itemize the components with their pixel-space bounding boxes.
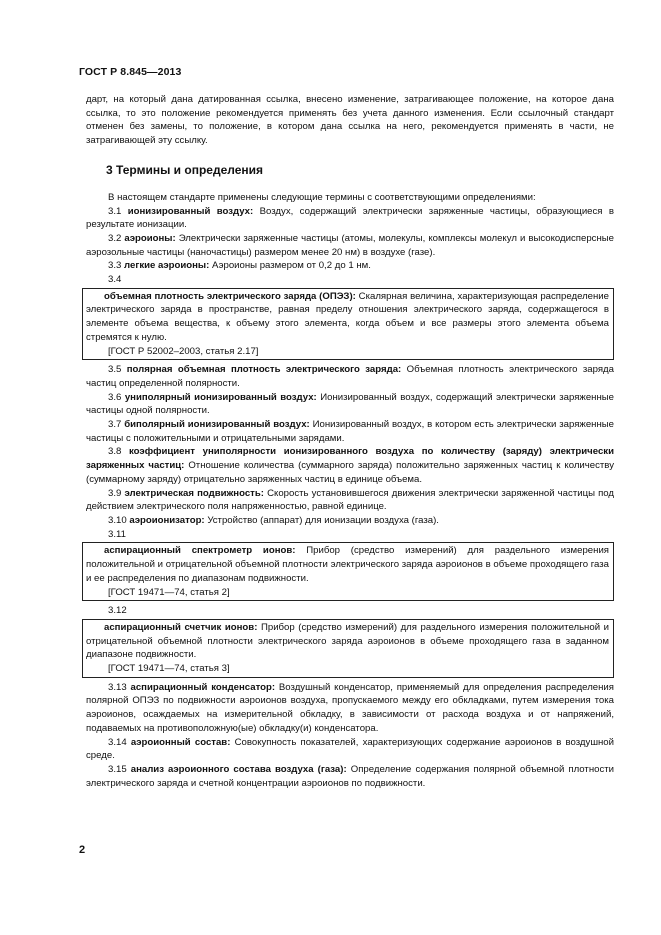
quoted-term-box-3-11 xyxy=(82,542,614,601)
term-name: аэроионизатор: xyxy=(129,514,205,526)
term-definition: Скорость установившегося движения электрически заряженной частицы под действием электрического поля напряженностью, равной единице. xyxy=(86,487,615,513)
term-name: аспирационный конденсатор: xyxy=(130,681,276,693)
section-title: 3 Термины и определения xyxy=(106,162,264,177)
term-number: 3.14 xyxy=(108,736,127,748)
term-definition: Аэроионы размером от 0,2 до 1 нм. xyxy=(211,260,371,272)
term-3-2 xyxy=(86,232,614,259)
term-3-14 xyxy=(86,736,614,763)
page-number: 2 xyxy=(79,844,86,856)
quoted-term-box-3-4 xyxy=(82,288,614,361)
term-definition: Воздух, содержащий электрически заряженные частицы, образующиеся в результате ионизации. xyxy=(86,205,614,231)
term-definition: Скалярная величина, характеризующая распределение электрического заряда в пространстве, равная пределу отношения электрического заряда, содержащегося в элементе объема вещества, к объему этого элемента, когда объем и все размеры этого элемента объема стремятся к нулю. xyxy=(86,290,610,343)
term-definition: Ионизированный воздух, в котором есть электрически заряженные частицы с положительными и отрицательными зарядами. xyxy=(86,419,614,444)
term-number: 3.3 xyxy=(108,260,122,272)
term-number: 3.9 xyxy=(108,487,122,499)
term-name: аэроионный состав: xyxy=(130,736,231,748)
doc-header: ГОСТ Р 8.845—2013 xyxy=(79,66,182,78)
term-number-3-4: 3.4 xyxy=(108,274,122,286)
term-number: 3.13 xyxy=(108,681,127,693)
term-3-13 xyxy=(86,681,614,736)
term-name: коэффициент униполярности ионизированного воздуха по количеству (заряду) электрически заряженных частиц: xyxy=(86,446,614,472)
term-source: [ГОСТ Р 52002–2003, статья 2.17] xyxy=(108,345,259,357)
term-name: анализ аэроионного состава воздуха (газа): xyxy=(130,763,347,775)
term-name: полярная объемная плотность электрического заряда: xyxy=(126,364,402,376)
term-definition: Совокупность показателей, характеризующих содержание аэроионов в воздушной среде. xyxy=(86,736,615,762)
term-definition: Устройство (аппарат) для ионизации воздуха (газа). xyxy=(207,514,439,526)
term-definition: Электрически заряженные частицы (атомы, молекулы, комплексы молекул и высокодисперсные аэрозольные частицы (наночастицы) размером менее 20 нм) в воздухе (газе). xyxy=(86,232,614,258)
term-number: 3.5 xyxy=(108,364,122,376)
term-definition: Прибор (средство измерений) для раздельного измерения положительной и отрицательной объемной плотности электрического заряда аэроионов в объеме проходящего газа и ее распределения по диапазонам подвижности. xyxy=(86,545,609,584)
term-3-6 xyxy=(86,391,614,418)
term-3-8 xyxy=(86,445,614,486)
term-number-3-11: 3.11 xyxy=(108,528,126,540)
term-name: электрическая подвижность: xyxy=(124,487,264,499)
page-content xyxy=(86,93,614,790)
term-definition: Воздушный конденсатор, применяемый для определения распределения полярной ОПЭЗ по подвижности аэроионов воздуха, пропускаемого между его обкладками, путем измерения тока аэроионов, осаждаемых на измерительной обкладку, в зависимости от расхода воздуха и от напряжений, подаваемых на противоположную(ые) обкладку(и) конденсатора. xyxy=(86,681,614,734)
term-number: 3.6 xyxy=(108,391,122,403)
term-number: 3.7 xyxy=(108,419,122,431)
quoted-term-box-3-12 xyxy=(82,619,614,678)
term-name: биполярный ионизированный воздух: xyxy=(124,419,310,431)
term-definition: Ионизированный воздух, содержащий электрически заряженные частицы одной полярности. xyxy=(86,391,615,417)
term-3-1 xyxy=(86,205,614,232)
term-definition: Определение содержания полярной объемной плотности электрического заряда и счетной концентрации аэроионов по подвижности. xyxy=(86,763,615,789)
term-number: 3.2 xyxy=(108,232,122,244)
term-definition: Прибор (средство измерений) для раздельного измерения положительной и отрицательной объемной плотности электрического заряда аэроионов в объеме проходящего газа в заданном диапазоне подвижности. xyxy=(86,621,609,661)
term-number: 3.10 xyxy=(108,514,127,526)
term-3-5 xyxy=(86,363,614,390)
term-name: аспирационный спектрометр ионов: xyxy=(104,545,296,557)
term-source: [ГОСТ 19471—74, статья 3] xyxy=(108,663,230,675)
term-3-15 xyxy=(86,763,614,790)
term-number: 3.15 xyxy=(108,763,127,775)
term-name: легкие аэроионы: xyxy=(124,260,210,272)
term-3-12 xyxy=(86,621,609,662)
term-name: аэроионы: xyxy=(124,232,176,244)
term-3-11 xyxy=(86,544,609,585)
term-name: ионизированный воздух: xyxy=(127,205,254,217)
term-3-4 xyxy=(86,290,609,345)
term-name: униполярный ионизированный воздух: xyxy=(124,391,317,403)
term-name: аспирационный счетчик ионов: xyxy=(104,621,258,633)
term-number: 3.8 xyxy=(108,446,122,458)
intro-paragraph: дарт, на который дана датированная ссылка, внесено изменение, затрагивающее положение, на которое дана ссылка, то это положение рекомендуется применять без учета данного изменения. Если ссылочный стандарт отменен без замены, то положение, в котором дана ссылка на него, рекомендуется применять в части, не затрагивающей эту ссылку. xyxy=(86,94,614,147)
term-3-9 xyxy=(86,487,614,514)
term-3-7 xyxy=(86,418,614,445)
term-source: [ГОСТ 19471—74, статья 2] xyxy=(108,586,230,598)
term-number: 3.1 xyxy=(108,205,122,217)
term-number-3-12: 3.12 xyxy=(108,605,127,617)
term-name: объемная плотность электрического заряда (ОПЭЗ): xyxy=(104,290,356,302)
term-3-10 xyxy=(86,514,614,528)
term-definition: Отношение количества (суммарного заряда) положительно заряженных частиц к количеству (суммарному заряду) отрицательно заряженных частиц в единице объема. xyxy=(86,460,614,485)
term-definition: Объемная плотность электрического заряда частиц определенной полярности. xyxy=(86,364,614,389)
lead-paragraph: В настоящем стандарте применены следующие термины с соответствующими определениями: xyxy=(108,191,536,203)
term-3-3 xyxy=(86,259,614,273)
